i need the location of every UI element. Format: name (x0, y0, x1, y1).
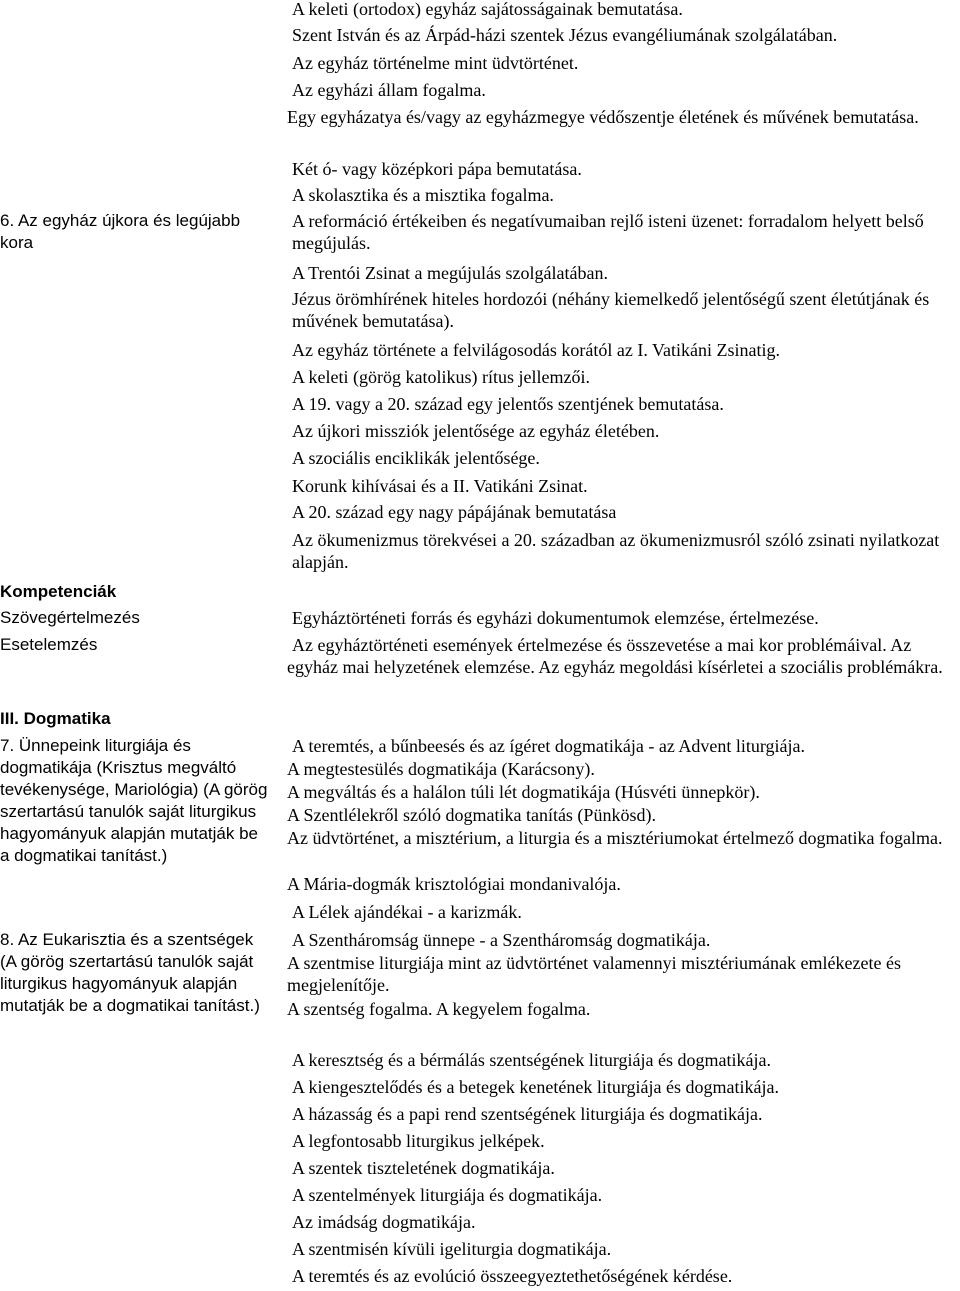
history-item: Egy egyházatya és/vagy az egyházmegye védőszentje életének és művének bemutatása. (287, 107, 919, 127)
topic8-item: A szentség fogalma. A kegyelem fogalma. (287, 999, 591, 1019)
topic6-item: A 20. század egy nagy pápájának bemutatása (292, 502, 617, 522)
topic8-item: A szentelmények liturgiája és dogmatikája. (292, 1185, 603, 1205)
topic6-item: A Trentói Zsinat a megújulás szolgálatában. (292, 263, 608, 283)
topic7-item: Az üdvtörténet, a misztérium, a liturgia és a misztériumokat értelmező dogmatika fogalma. (287, 828, 943, 848)
case-study-label: Esetelemzés (0, 635, 98, 654)
topic7-item: A megváltás és a halálon túli lét dogmatikája (Húsvéti ünnepkör). (287, 782, 760, 802)
history-item: Szent István és az Árpád-házi szentek Jézus evangéliumának szolgálatában. (292, 25, 838, 45)
topic6-item: Az egyház története a felvilágosodás korától az I. Vatikáni Zsinatig. (292, 340, 780, 360)
topic8-item: Az imádság dogmatikája. (292, 1212, 476, 1232)
topic7-item: A Mária-dogmák krisztológiai mondanivalója. (287, 874, 621, 894)
topic6-item: A reformáció értékeiben és negatívumaiban rejlő isteni üzenet: forradalom helyett belső megújulás. (292, 211, 924, 253)
topic-8-title: 8. Az Eukarisztia és a szentségek (A görög szertartású tanulók saját liturgikus hagyományuk alapján mutatják be a dogmatikai tanítást.) (0, 930, 260, 1015)
topic8-item: A keresztség és a bérmálás szentségének liturgiája és dogmatikája. (292, 1050, 771, 1070)
topic7-item: A teremtés, a bűnbeesés és az ígéret dogmatikája - az Advent liturgiája. (292, 736, 805, 756)
topic6-item: Az újkori missziók jelentősége az egyház életében. (292, 421, 660, 441)
topic8-item: A kiengesztelődés és a betegek kenetének liturgiája és dogmatikája. (292, 1077, 779, 1097)
topic8-item: A legfontosabb liturgikus jelképek. (292, 1131, 545, 1151)
topic8-item: A teremtés és az evolúció összeegyeztethetőségének kérdése. (292, 1266, 733, 1286)
topic8-item: A Szentháromság ünnepe - a Szentháromság dogmatikája. (292, 930, 711, 950)
history-item: Az egyházi állam fogalma. (292, 80, 486, 100)
history-item: A skolasztika és a misztika fogalma. (292, 185, 554, 205)
topic6-item: A keleti (görög katolikus) rítus jellemzői. (292, 367, 590, 387)
history-item: A keleti (ortodox) egyház sajátosságainak bemutatása. (292, 0, 683, 19)
case-study-text: Az egyháztörténeti események értelmezése és összevetése a mai kor problémáival. Az egyház mai helyzetének elemzése. Az egyház megoldási kísérletei a szociális problémákra. (287, 635, 943, 677)
dogmatics-heading: III. Dogmatika (0, 709, 111, 728)
topic-6-title: 6. Az egyház újkora és legújabb kora (0, 211, 241, 252)
topic6-item: Az ökumenizmus törekvései a 20. században az ökumenizmusról szóló zsinati nyilatkozat alapján. (292, 530, 940, 572)
text-analysis-label: Szövegértelmezés (0, 608, 140, 627)
topic-7-title: 7. Ünnepeink liturgiája és dogmatikája (Krisztus megváltó tevékenysége, Mariológia) (A görög szertartású tanulók saját liturgikus hagyományuk alapján mutatják be a dogmatikai tanítást.) (0, 736, 268, 865)
topic8-item: A szentek tiszteletének dogmatikája. (292, 1158, 555, 1178)
topic7-item: A Lélek ajándékai - a karizmák. (292, 902, 522, 922)
history-item: Két ó- vagy középkori pápa bemutatása. (292, 159, 582, 179)
topic7-item: A Szentlélekről szóló dogmatika tanítás (Pünkösd). (287, 805, 656, 825)
history-item: Az egyház történelme mint üdvtörténet. (292, 53, 579, 73)
topic6-item: Korunk kihívásai és a II. Vatikáni Zsinat. (292, 476, 588, 496)
topic6-item: A 19. vagy a 20. század egy jelentős szentjének bemutatása. (292, 394, 724, 414)
topic7-item: A megtestesülés dogmatikája (Karácsony). (287, 759, 595, 779)
topic6-item: A szociális enciklikák jelentősége. (292, 448, 540, 468)
topic8-item: A házasság és a papi rend szentségének liturgiája és dogmatikája. (292, 1104, 763, 1124)
competencies-heading: Kompetenciák (0, 582, 117, 601)
topic6-item: Jézus örömhírének hiteles hordozói (néhány kiemelkedő jelentőségű szent életútjának és művének bemutatása). (292, 289, 930, 331)
topic8-item: A szentmise liturgiája mint az üdvtörténet valamennyi misztériumának emlékezete és megjelenítője. (287, 953, 901, 995)
topic8-item: A szentmisén kívüli igeliturgia dogmatikája. (292, 1239, 612, 1259)
text-analysis-text: Egyháztörténeti forrás és egyházi dokumentumok elemzése, értelmezése. (292, 608, 819, 628)
